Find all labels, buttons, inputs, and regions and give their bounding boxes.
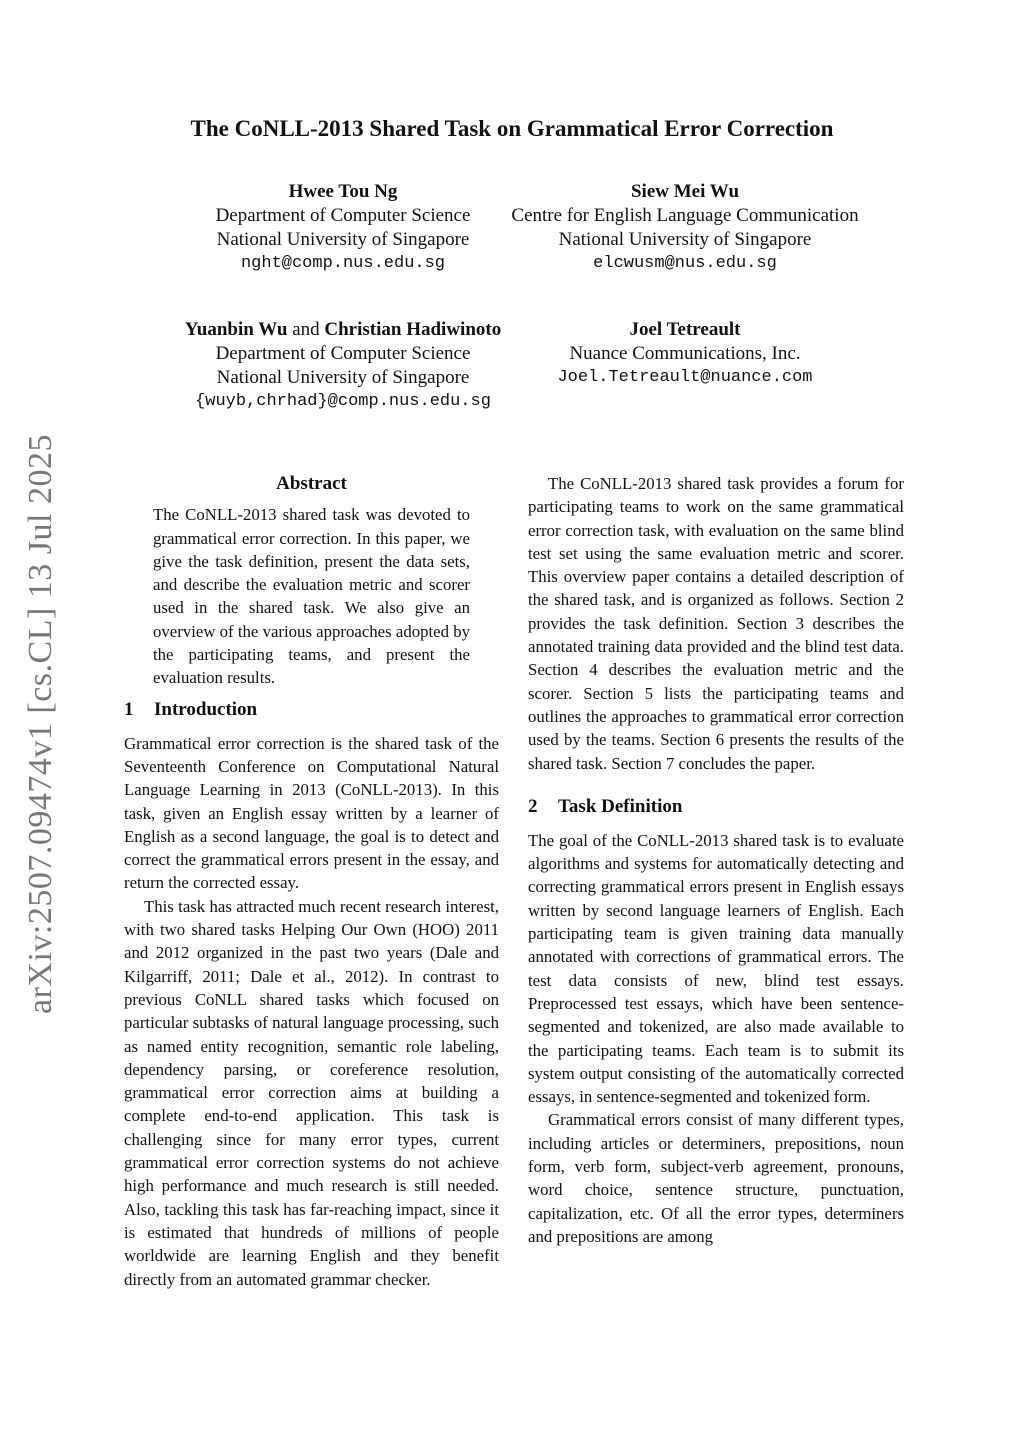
section-heading-introduction: [124, 698, 499, 722]
author-conjunction: and: [292, 319, 320, 340]
section-title: Introduction: [154, 698, 258, 720]
author-organization: Nuance Communications, Inc.: [569, 343, 801, 364]
author-department: Department of Computer Science: [215, 205, 471, 226]
author-block-tetreault: [520, 318, 850, 390]
intro-paragraph-2: This task has attracted much recent research interest, with two shared tasks Helping Our Own (HOO) 2011 and 2012 organized in the past two years (Dale and Kilgarriff, 2011; Dale et al., 2012). In contrast to previous CoNLL shared tasks which focused on particular subtasks of natural language processing, such as named entity recognition, semantic role labeling, dependency parsing, or coreference resolution, grammatical error correction aims at building a complete end-to-end application. This task is challenging since for many error types, current grammatical error correction systems do not achieve high performance and much research is still needed. Also, tackling this task has far-reaching impact, since it is estimated that hundreds of millions of people worldwide are learning English and they benefit directly from an automated grammar checker.: [124, 896, 499, 1289]
abstract-text: The CoNLL-2013 shared task was devoted to grammatical error correction. In this paper, we give the task definition, present the data sets, and describe the evaluation metric and scorer used in the shared task. We also give an overview of the various approaches adopted by the participating teams, and present the evaluation results.: [153, 505, 470, 688]
arxiv-identifier: [21, 432, 61, 1016]
author-department: Department of Computer Science: [215, 343, 471, 364]
author-block-wu-hadiwinoto: [150, 318, 536, 414]
author-names: [150, 318, 536, 342]
author-name: Yuanbin Wu: [184, 319, 288, 340]
right-column: [528, 472, 904, 1248]
author-name: Christian Hadiwinoto: [324, 319, 502, 340]
author-email: Joel.Tetreault@nuance.com: [557, 368, 813, 387]
author-email: nght@comp.nus.edu.sg: [240, 254, 446, 273]
author-block-wu: [496, 180, 874, 276]
author-institution: National University of Singapore: [558, 229, 812, 250]
arxiv-identifier-text: arXiv:2507.09474v1 [cs.CL] 13 Jul 2025: [22, 434, 60, 1014]
section-number: 2: [528, 795, 538, 817]
task-paragraph-2: Grammatical errors consist of many different types, including articles or determiners, prepositions, noun form, verb form, subject-verb agreement, pronouns, word choice, sentence structure, punctuation, capitalization, etc. Of all the error types, determiners and prepositions are among: [528, 1110, 904, 1246]
author-name: Hwee Tou Ng: [288, 181, 398, 202]
author-name: Joel Tetreault: [629, 319, 741, 340]
section-title: Task Definition: [558, 795, 683, 817]
task-paragraph-1: The goal of the CoNLL-2013 shared task is to evaluate algorithms and systems for automatically detecting and correcting grammatical errors present in English essays written by second language learners of English. Each participating team is given training data manually annotated with corrections of grammatical errors. The test data consists of new, blind test essays. Preprocessed test essays, which have been sentence-segmented and tokenized, are also made available to the participating teams. Each team is to submit its system output consisting of the automatically corrected essays, in sentence-segmented and tokenized form.: [528, 830, 904, 1107]
paper-title: The CoNLL-2013 Shared Task on Grammatical Error Correction: [190, 116, 834, 141]
abstract-heading: Abstract: [276, 473, 347, 494]
left-column: [124, 472, 499, 1291]
intro-paragraph-1: Grammatical error correction is the shared task of the Seventeenth Conference on Computational Natural Language Learning in 2013 (CoNLL-2013). In this task, given an English essay written by a learner of English as a second language, the goal is to detect and correct the grammatical errors present in the essay, and return the corrected essay.: [124, 733, 499, 893]
author-email: {wuyb,chrhad}@comp.nus.edu.sg: [195, 392, 491, 411]
author-block-ng: [190, 180, 496, 276]
author-email: elcwusm@nus.edu.sg: [593, 254, 777, 273]
author-institution: National University of Singapore: [216, 367, 470, 388]
section-heading-task-definition: [528, 795, 904, 819]
intro-paragraph-3: The CoNLL-2013 shared task provides a forum for participating teams to work on the same grammatical error correction task, with evaluation on the same blind test set using the same evaluation metric and scorer. This overview paper contains a detailed description of the shared task, and is organized as follows. Section 2 provides the task definition. Section 3 describes the annotated training data provided and the blind test data. Section 4 describes the evaluation metric and the scorer. Section 5 lists the participating teams and outlines the approaches to grammatical error correction used by the teams. Section 6 presents the results of the shared task. Section 7 concludes the paper.: [528, 474, 904, 773]
author-department: Centre for English Language Communication: [511, 205, 859, 226]
author-institution: National University of Singapore: [216, 229, 470, 250]
section-number: 1: [124, 698, 134, 720]
author-name: Siew Mei Wu: [630, 181, 740, 202]
